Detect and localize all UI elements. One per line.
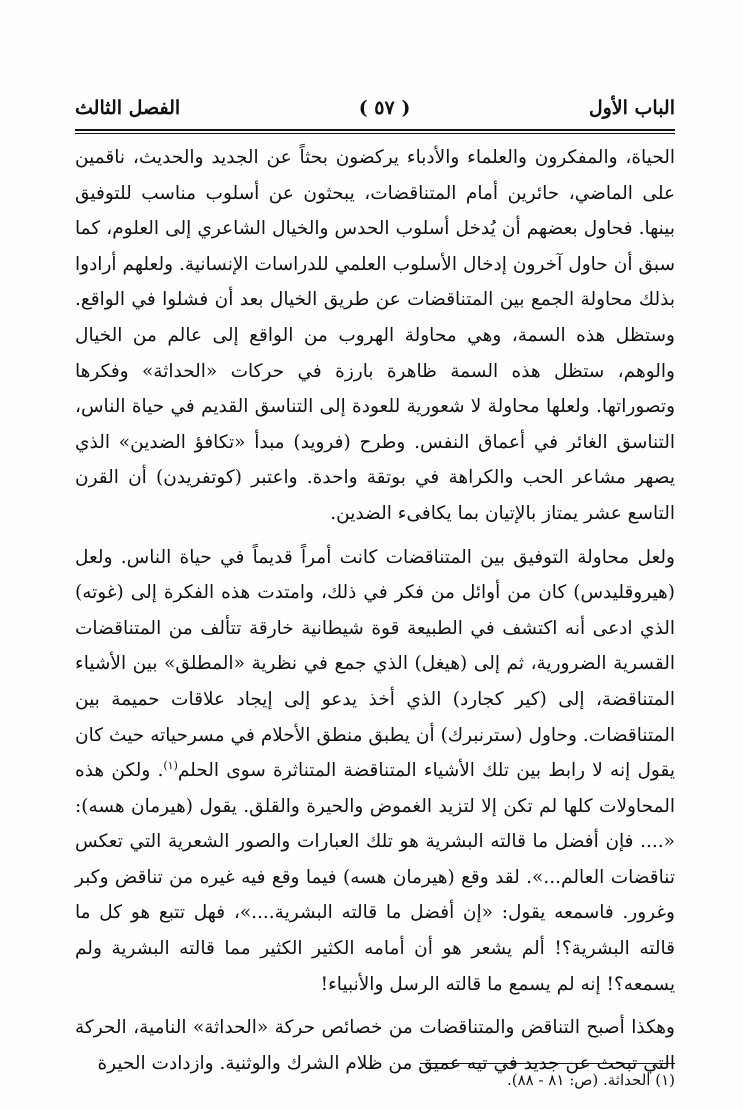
paragraph-2 <box>75 540 675 1003</box>
chapter-section-label: الباب الأول <box>588 97 675 119</box>
footnote-reference[interactable]: (١) <box>163 758 178 772</box>
page-number: ( ٥٧ ) <box>358 97 411 119</box>
paragraph-2-tail: هذه المحاولات كلها لم تكن إلا لتزيد الغموض والحيرة والقلق. يقول (هيرمان هسه): «.... فإن أفضل ما قالته البشرية هو تلك العبارات والصور الشعرية التي تعكس تناقضات العالم...». لقد وقع (هيرمان هسه) فيما وقع فيه غيره من تناقض وكبر وغرور. فاسمعه يقول: «إن أفضل ما قالته البشرية....»، فهل تتبع هو كل ما قالته البشرية؟! ألم يشعر هو أن أمامه الكثير الكثير مما قالته البشرية ولم يسمعه؟! إنه لم يسمع ما قالته الرسل والأنبياء! <box>75 760 675 995</box>
paragraph-2-continuation: . ولكن <box>111 760 164 782</box>
chapter-label: الفصل الثالث <box>75 97 181 119</box>
paragraph-2-text: ولعل محاولة التوفيق بين المتناقضات كانت أمراً قديماً في حياة الناس. ولعل (هيروقليدس) كان من أوائل من فكر في ذلك، وامتدت هذه الفكرة إلى (غوته) الذي ادعى أنه اكتشف في الطبيعة قوة شيطانية خارقة تتألف من المتناقضات القسرية الضرورية، ثم إلى (هيغل) الذي جمع في نظرية «المطلق» بين الأشياء المتناقضة، إلى (كير كجارد) الذي أخذ يدعو إلى إيجاد علاقات حميمة بين المتناقضات. وحاول (سترنبرك) أن يطبق منطق الأحلام في مسرحياته حيث كان يقول إنه لا رابط بين تلك الأشياء المتناقضة المتناثرة سوى الحلم <box>75 546 675 782</box>
paragraph-1: الحياة، والمفكرون والعلماء والأدباء يركضون بحثاً عن الجديد والحديث، ناقمين على الماضي، حائرين أمام المتناقضات، يبحثون عن أسلوب مناسب للتوفيق بينها. فحاول بعضهم أن يُدخل أسلوب الحدس والخيال الشاعري إلى العلوم، كما سبق أن حاول آخرون إدخال الأسلوب العلمي للدراسات الإنسانية. ولعلهم أرادوا بذلك محاولة الجمع بين المتناقضات عن طريق الخيال بعد أن فشلوا في الواقع. وستظل هذه السمة، وهي محاولة الهروب من الواقع إلى عالم من الخيال والوهم، ستظل هذه السمة ظاهرة بارزة في حركات «الحداثة» وفكرها وتصوراتها. ولعلها محاولة لا شعورية للعودة إلى التناسق القديم في حياة الناس، التناسق الغائر في أعماق النفس. وطرح (فرويد) مبدأ «تكافؤ الضدين» الذي يصهر مشاعر الحب والكراهة في بوتقة واحدة. واعتبر (كوتفريدن) أن القرن التاسع عشر يمتاز بالإتيان بما يكافىء الضدين. <box>75 147 675 524</box>
footnote: (١) الحداثة. (ص: ٨١ - ٨٨). <box>506 1071 675 1089</box>
paragraph-3: وهكذا أصبح التناقض والمتناقضات من خصائص حركة «الحداثة» النامية، الحركة التي تبحث عن جديد في تيه عميق من ظلام الشرك والوثنية. وازدادت الحيرة <box>75 1017 675 1074</box>
footnote-divider <box>420 1063 675 1064</box>
body-text <box>75 140 675 1081</box>
running-header <box>75 92 675 124</box>
header-divider <box>75 129 675 134</box>
